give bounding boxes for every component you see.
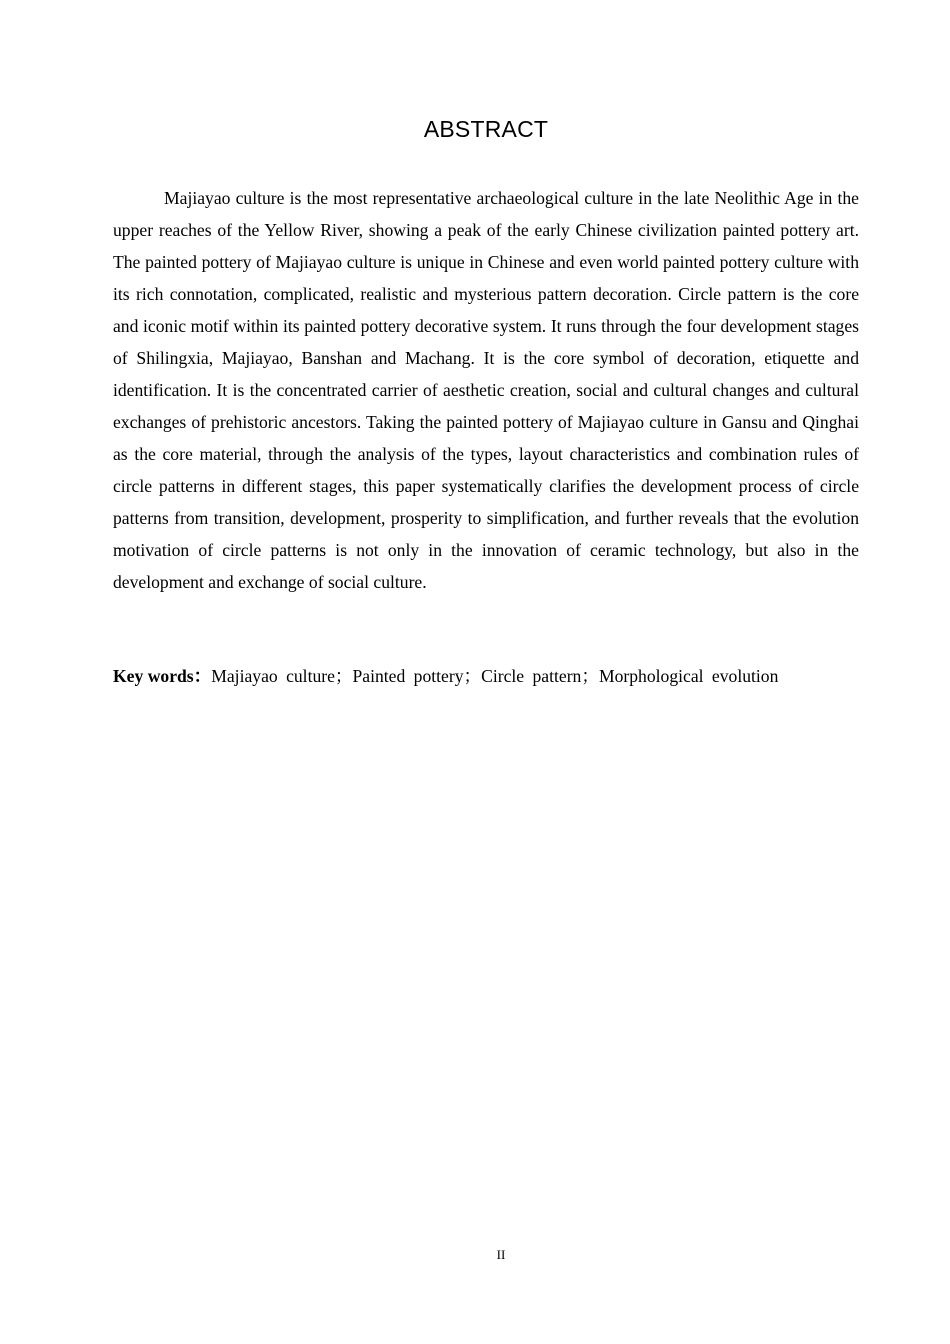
keywords-line [113, 660, 873, 692]
keyword-item: Majiayao culture； [211, 666, 353, 686]
page-number: II [496, 1247, 506, 1262]
keyword-item: Painted pottery； [352, 666, 482, 686]
abstract-title: ABSTRACT [423, 116, 549, 142]
keyword-item: Morphological evolution [598, 666, 779, 686]
keyword-item: Circle pattern； [481, 666, 599, 686]
abstract-paragraph: Majiayao culture is the most representative archaeological culture in the late Neolithic Age in the upper reaches of the Yellow River, showing a peak of the early Chinese civilization painted pottery art. The painted pottery of Majiayao culture is unique in Chinese and even world painted pottery culture with its rich connotation, complicated, realistic and mysterious pattern decoration. Circle pattern is the core and iconic motif within its painted pottery decorative system. It runs through the four development stages of Shilingxia, Majiayao, Banshan and Machang. It is the core symbol of decoration, etiquette and identification. It is the concentrated carrier of aesthetic creation, social and cultural changes and cultural exchanges of prehistoric ancestors. Taking the painted pottery of Majiayao culture in Gansu and Qinghai as the core material, through the analysis of the types, layout characteristics and combination rules of circle patterns in different stages, this paper systematically clarifies the development process of circle patterns from transition, development, prosperity to simplification, and further reveals that the evolution motivation of circle patterns is not only in the innovation of ceramic technology, but also in the development and exchange of social culture. [113, 188, 859, 592]
keywords-label: Key words： [113, 666, 212, 686]
